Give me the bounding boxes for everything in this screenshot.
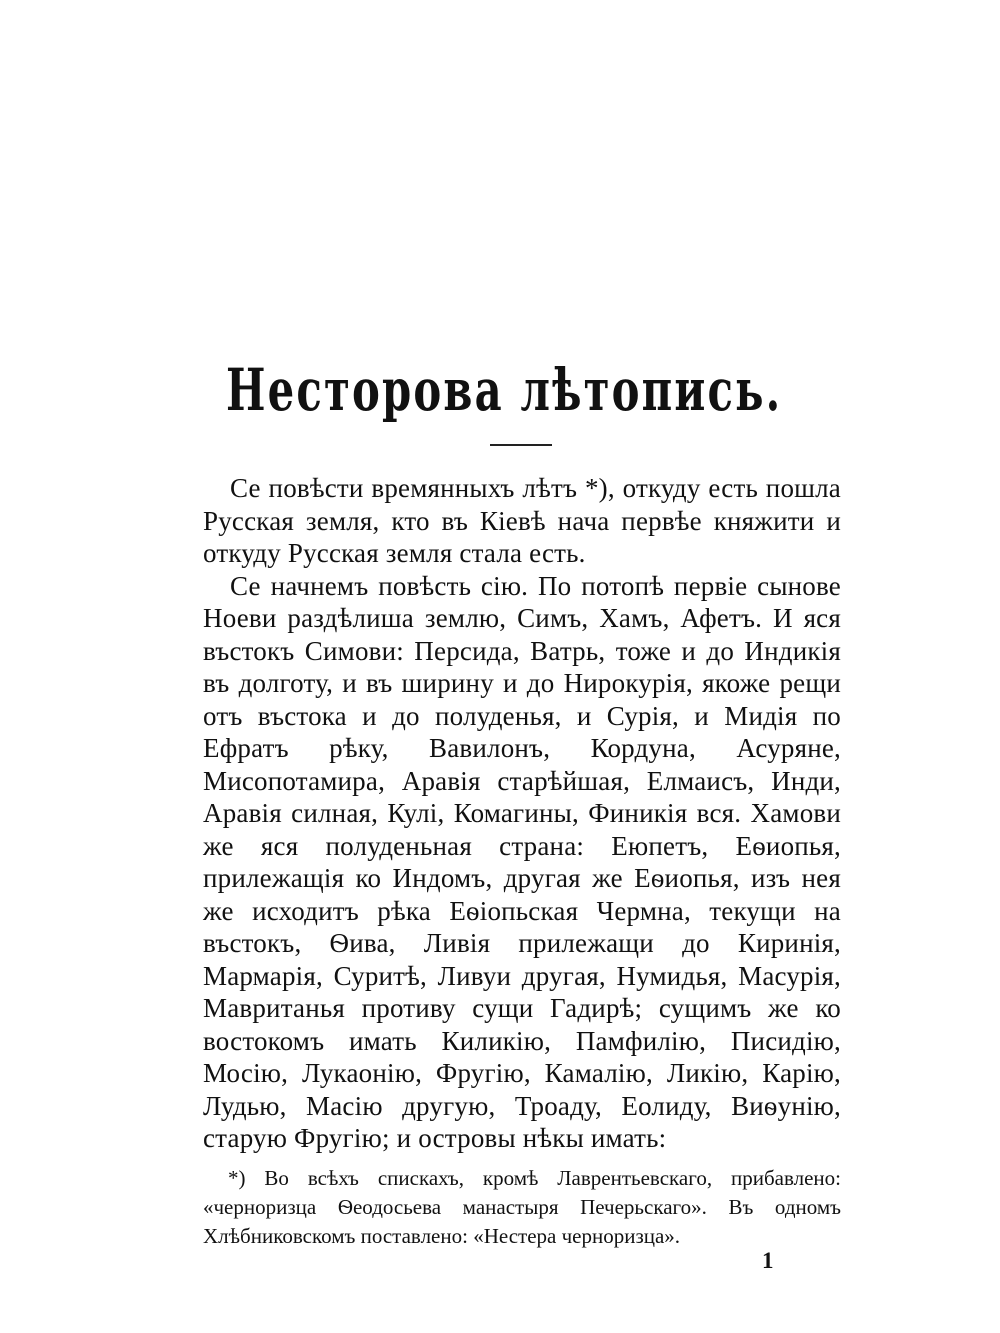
main-text bbox=[203, 472, 841, 1155]
page-title: Несторова лѣтопись. bbox=[226, 356, 783, 424]
title-divider bbox=[490, 444, 552, 446]
paragraph-2: Се начнемъ повѣсть сію. По потопѣ первіе сынове Ноеви раздѣлиша землю, Симъ, Хамъ, Афетъ. И яся въстокъ Симови: Персида, Ватрь, тоже и до Индикія въ долготу, и въ ширину и до Нирокурія, якоже рещи отъ въстока и до полуденья, и Сурія, и Мидія по Ефратъ рѣку, Вавилонъ, Кордуна, Асуряне, Мисопотамира, Аравія старѣйшая, Елмаисъ, Инди, Аравія силная, Кулі, Комагины, Финикія вся. Хамови же яся полуденьная страна: Еюпетъ, Еѳиопья, прилежащія ко Индомъ, другая же Еѳиопья, изъ нея же исходитъ рѣка Еѳіопьская Чермна, текущи на въстокъ, Ѳива, Ливія прилежащи до Киринія, Мармарія, Суритѣ, Ливуи другая, Нумидья, Масурія, Мавританья противу сущи Гадирѣ; сущимъ же ко востокомъ имать Киликію, Памфилію, Писидію, Мосію, Лукаонію, Фругію, Камалію, Ликію, Карію, Лудью, Масію другую, Троаду, Еолиду, Виѳунію, старую Фругію; и островы нѣкы имать: bbox=[203, 570, 841, 1153]
page-number: 1 bbox=[762, 1248, 774, 1273]
footnote bbox=[203, 1164, 841, 1251]
paragraph-1: Се повѣсти времянныхъ лѣтъ *), откуду есть пошла Русская земля, кто въ Кіевѣ нача первѣе княжити и откуду Русская земля стала есть. bbox=[203, 473, 841, 568]
footnote-text: *) Во всѣхъ спискахъ, кромѣ Лаврентьевскаго, прибавлено: «черноризца Ѳеодосьева манастыря Печерьскаго». Въ одномъ Хлѣбниковскомъ поставлено: «Нестера черноризца». bbox=[203, 1166, 841, 1248]
